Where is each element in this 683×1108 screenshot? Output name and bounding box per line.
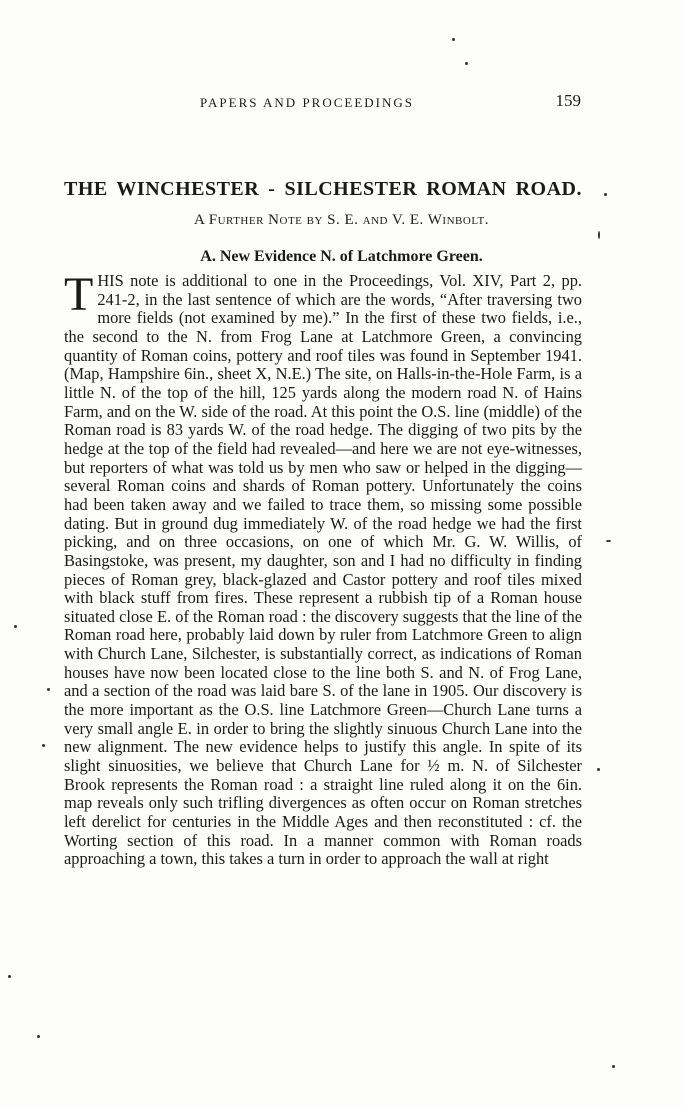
scan-speck <box>612 1065 615 1068</box>
scan-speck <box>604 193 607 196</box>
article-byline: A Further Note by S. E. and V. E. Winbolt. <box>193 212 489 228</box>
running-title: PAPERS AND PROCEEDINGS <box>200 95 415 110</box>
section-heading: A. New Evidence N. of Latchmore Green. <box>200 248 483 265</box>
drop-cap: T <box>64 268 94 321</box>
scan-speck <box>465 62 468 65</box>
scan-speck <box>47 688 50 691</box>
page-number: 159 <box>555 91 581 110</box>
scan-speck <box>42 744 45 747</box>
body-paragraph <box>64 268 582 869</box>
scan-speck <box>606 540 611 542</box>
scan-speck <box>8 975 11 978</box>
scan-speck <box>452 38 455 41</box>
scan-speck <box>598 231 600 239</box>
body-text: HIS note is additional to one in the Proceedings, Vol. XIV, Part 2, pp. 241-2, in the last sentence of which are the words, “After traversing two more fields (not examined by me).” In the first of these two fields, i.e., the second to the N. from Frog Lane at Latchmore Green, a convincing quantity of Roman coins, pottery and roof tiles was found in September 1941. (Map, Hampshire 6in., sheet X, N.E.) The site, on Halls-in-the-Hole Farm, is a little N. of the top of the hill, 125 yards along the modern road N. of Hains Farm, and on the W. side of the road. At this point the O.S. line (middle) of the Roman road is 83 yards W. of the road hedge. The digging of two pits by the hedge at the top of the field had revealed—and here we are not eye-witnesses, but reporters of what was told us by men who saw or helped in the digging—several Roman coins and shards of Roman pottery. Unfortunately the coins had been taken away and we failed to trace them, so missing some possible dating. But in ground dug immediately W. of the road hedge we had the first picking, and on three occasions, on one of which Mr. G. W. Willis, of Basingstoke, was present, my daughter, son and I had no difficulty in finding pieces of Roman grey, black-glazed and Castor pottery and roof tiles mixed with black stuff from fires. These represent a rubbish tip of a Roman house situated close E. of the Roman road : the discovery suggests that the line of the Roman road here, probably laid down by ruler from Latchmore Green to align with Church Lane, Silchester, is substantially correct, as indications of Roman houses have now been located close to the line both S. and N. of Frog Lane, and a section of the road was laid bare S. of the lane in 1905. Our discovery is the more important as the O.S. line Latchmore Green—Church Lane turns a very small angle E. in order to bring the slightly sinuous Church Lane into the new alignment. The new evidence helps to justify this angle. In spite of its slight sinuosities, we believe that Church Lane for ½ m. N. of Silchester Brook represents the Roman road : a straight line ruled along it on the 6in. map reveals only such trifling divergences as often occur on Roman stretches left derelict for centuries in the Middle Ages and then reconstituted : cf. the Worting section of this road. In a manner common with Roman roads approaching a town, this takes a turn in order to approach the wall at right <box>64 271 582 869</box>
article-title: THE WINCHESTER - SILCHESTER ROMAN ROAD. <box>64 178 582 200</box>
scan-speck <box>14 625 17 628</box>
scan-speck <box>597 768 600 771</box>
scan-speck <box>37 1035 40 1038</box>
